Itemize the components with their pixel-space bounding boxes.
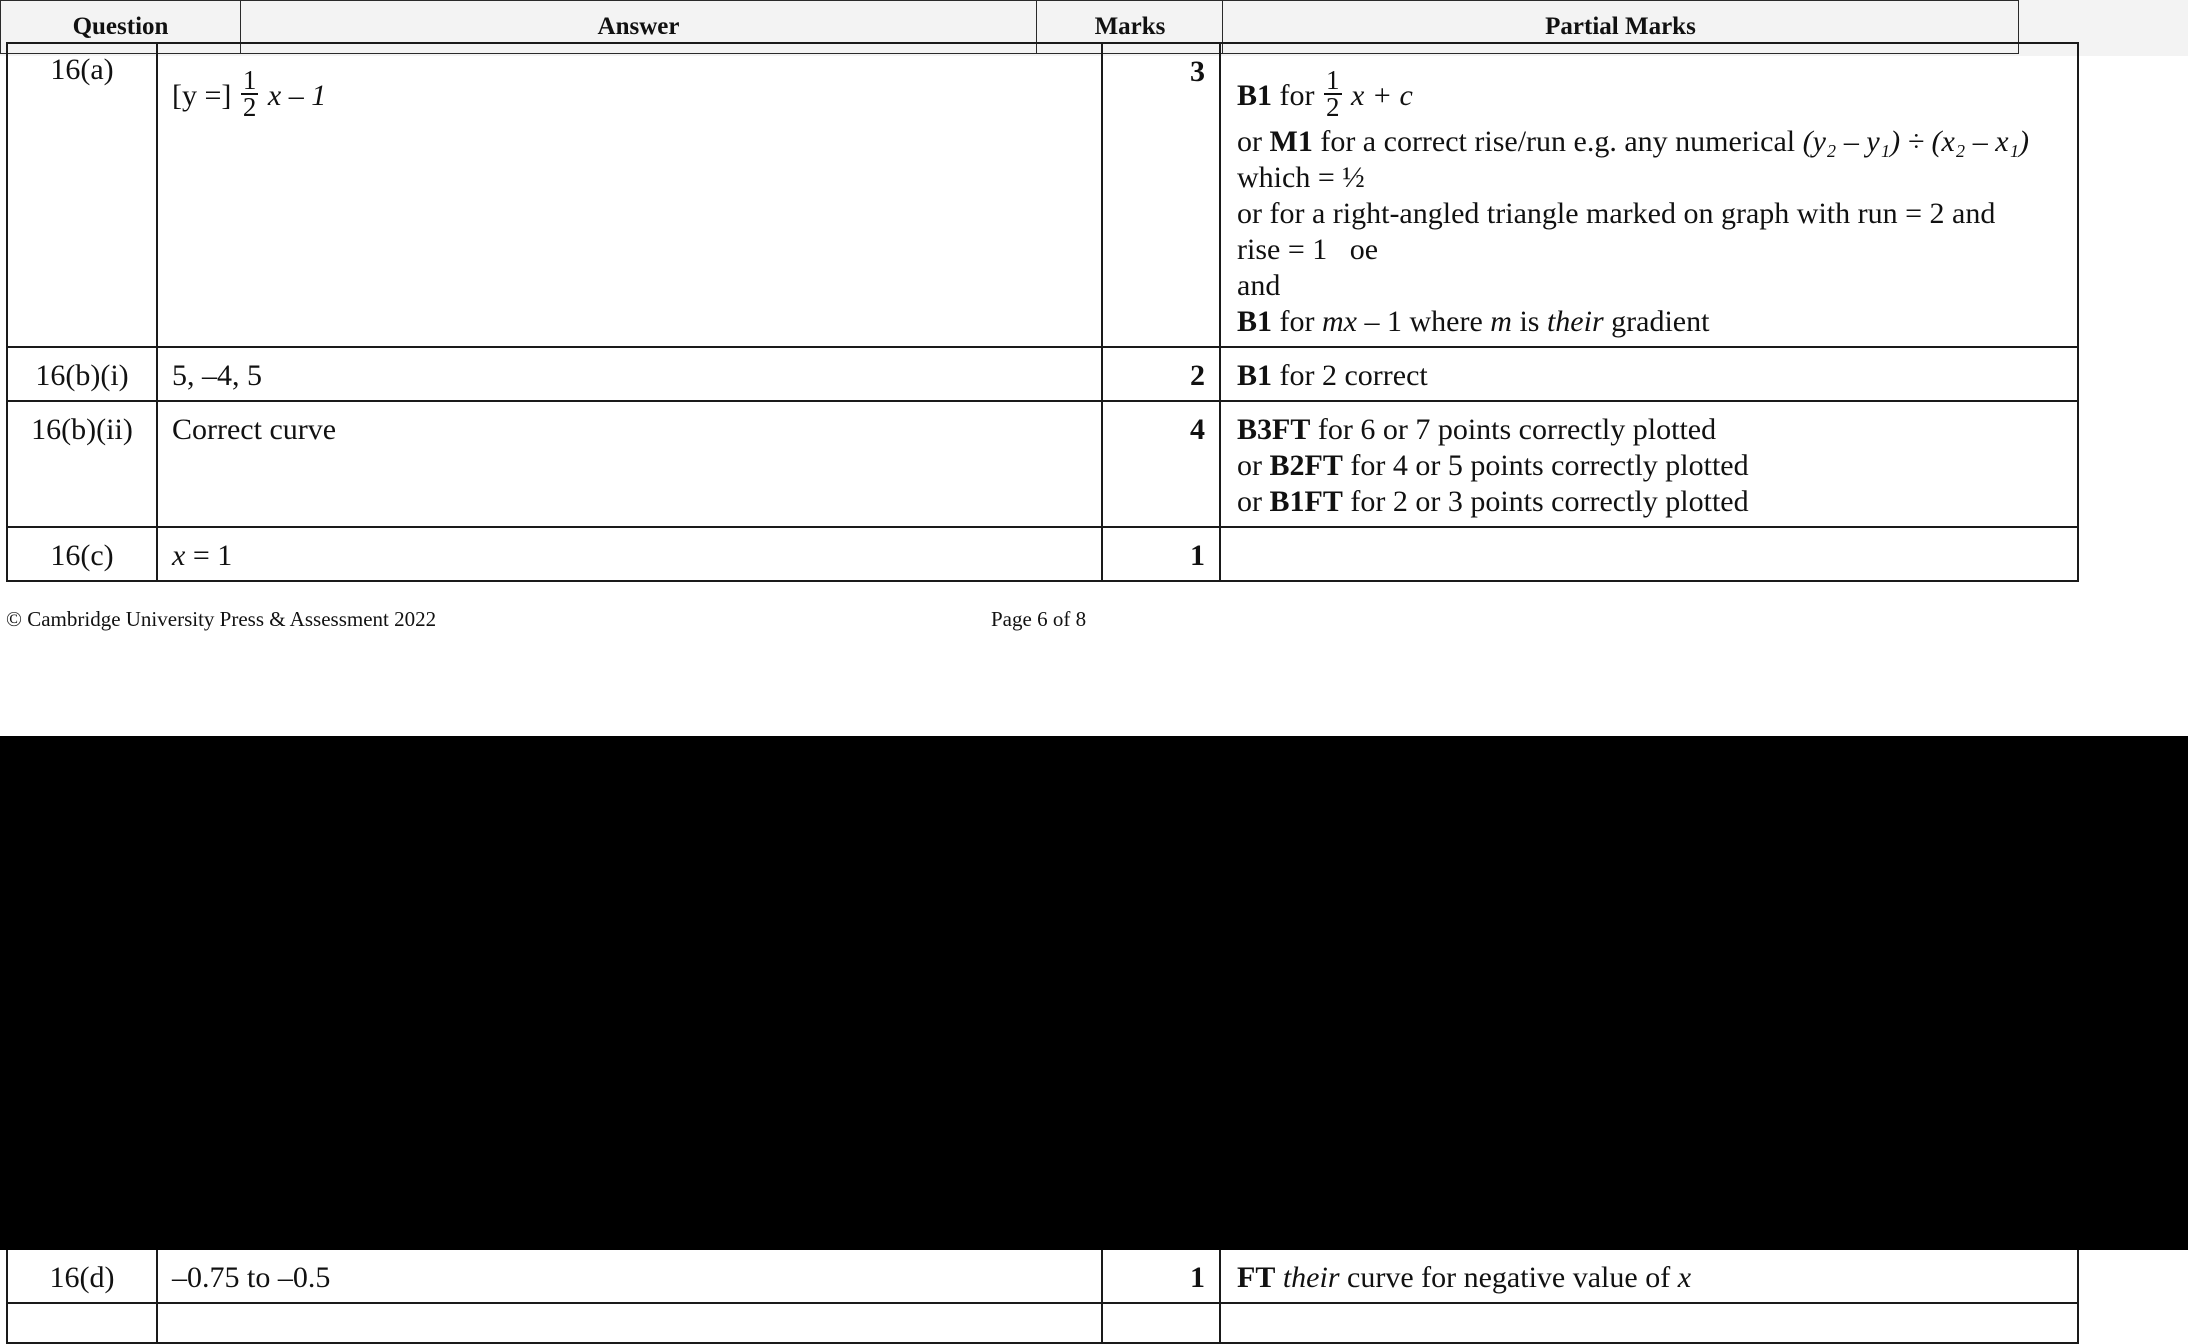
redacted-region bbox=[0, 736, 2188, 1250]
partial-text: for bbox=[1279, 78, 1315, 112]
partial-line: or for a right-angled triangle marked on graph with run = 2 and bbox=[1237, 197, 1996, 230]
partial-marks-cell bbox=[1220, 527, 2078, 581]
answer-prefix: [y =] bbox=[172, 78, 232, 112]
partial-text: for a correct rise/run e.g. any numerical bbox=[1320, 125, 1796, 158]
answer-cell: Correct curve bbox=[157, 401, 1102, 527]
partial-text: curve for negative value of bbox=[1347, 1261, 1671, 1294]
fraction-denominator: 2 bbox=[242, 92, 257, 122]
answer-variable: x bbox=[172, 539, 186, 572]
mark-code: B1 bbox=[1237, 78, 1273, 112]
partial-marks-cell bbox=[1220, 1249, 2078, 1303]
partial-line bbox=[1237, 65, 2063, 124]
partial-text: for 2 correct bbox=[1279, 359, 1428, 392]
answer-suffix: x – 1 bbox=[267, 78, 327, 112]
marks-cell: 1 bbox=[1102, 527, 1220, 581]
mark-code: B1FT bbox=[1269, 485, 1343, 518]
partial-expression: (y₂ – y₁) ÷ (x₂ – x₁) bbox=[1802, 125, 2030, 158]
answer-cell: –0.75 to –0.5 bbox=[157, 1249, 1102, 1303]
partial-text: or bbox=[1237, 485, 1262, 518]
page-number: Page 6 of 8 bbox=[991, 607, 1087, 631]
mark-code: M1 bbox=[1269, 125, 1313, 158]
partial-text: for 6 or 7 points correctly plotted bbox=[1317, 413, 1717, 446]
marks-cell bbox=[1102, 1303, 1220, 1343]
partial-line: and bbox=[1237, 269, 1281, 302]
question-cell: 16(b)(i) bbox=[7, 347, 157, 401]
question-cell: 16(c) bbox=[7, 527, 157, 581]
partial-line bbox=[1237, 124, 2063, 160]
fraction-denominator: 2 bbox=[1326, 92, 1340, 122]
table-row bbox=[7, 43, 2078, 347]
answer-text: = 1 bbox=[192, 539, 233, 572]
partial-text: their bbox=[1546, 305, 1604, 338]
partial-text: gradient bbox=[1611, 305, 1710, 338]
table-row bbox=[7, 401, 2078, 527]
marks-cell: 3 bbox=[1102, 43, 1220, 347]
partial-text: for 4 or 5 points correctly plotted bbox=[1350, 449, 1749, 482]
table-row bbox=[7, 1303, 2078, 1343]
column-header-marks: Marks bbox=[1036, 0, 1224, 54]
partial-text: their bbox=[1282, 1261, 1340, 1294]
partial-marks-cell bbox=[1220, 1303, 2078, 1343]
partial-text: or bbox=[1237, 449, 1262, 482]
partial-text: – 1 where bbox=[1364, 305, 1483, 338]
question-cell bbox=[7, 1303, 157, 1343]
mark-code: B3FT bbox=[1237, 413, 1311, 446]
mark-code: B1 bbox=[1237, 305, 1273, 338]
partial-text: for bbox=[1279, 305, 1315, 338]
fraction bbox=[241, 65, 259, 122]
mark-code: B2FT bbox=[1269, 449, 1343, 482]
column-header-answer: Answer bbox=[240, 0, 1037, 54]
partial-line bbox=[1237, 304, 2063, 340]
mark-scheme-table bbox=[6, 42, 2079, 582]
column-header-partial-marks: Partial Marks bbox=[1222, 0, 2019, 54]
partial-text: for 2 or 3 points correctly plotted bbox=[1350, 485, 1749, 518]
partial-text: or bbox=[1237, 125, 1262, 158]
partial-expression: m bbox=[1490, 305, 1512, 338]
fraction-numerator: 1 bbox=[1326, 65, 1340, 95]
fraction bbox=[1324, 65, 1342, 122]
fraction-numerator: 1 bbox=[242, 65, 257, 95]
answer-cell: 5, –4, 5 bbox=[157, 347, 1102, 401]
partial-marks-cell bbox=[1220, 347, 2078, 401]
marks-cell: 2 bbox=[1102, 347, 1220, 401]
answer-cell bbox=[157, 43, 1102, 347]
mark-code: FT bbox=[1237, 1261, 1276, 1294]
mark-code: B1 bbox=[1237, 359, 1273, 392]
partial-line: which = ½ bbox=[1237, 161, 1365, 194]
partial-expression: x + c bbox=[1351, 78, 1413, 112]
partial-line bbox=[1237, 412, 2063, 448]
table-row bbox=[7, 527, 2078, 581]
partial-line bbox=[1237, 448, 2063, 484]
marks-cell: 4 bbox=[1102, 401, 1220, 527]
question-cell: 16(a) bbox=[7, 43, 157, 347]
answer-cell bbox=[157, 527, 1102, 581]
copyright-notice: © Cambridge University Press & Assessment 2022 bbox=[6, 607, 437, 631]
partial-expression: mx bbox=[1322, 305, 1357, 338]
table-row bbox=[7, 347, 2078, 401]
question-cell: 16(b)(ii) bbox=[7, 401, 157, 527]
partial-line: rise = 1 oe bbox=[1237, 233, 1379, 266]
column-header-question: Question bbox=[0, 0, 241, 54]
question-cell: 16(d) bbox=[7, 1249, 157, 1303]
partial-expression: x bbox=[1677, 1261, 1692, 1294]
table-row bbox=[7, 1249, 2078, 1303]
mark-scheme-table-continued bbox=[6, 1248, 2079, 1344]
partial-line bbox=[1237, 484, 2063, 520]
answer-cell bbox=[157, 1303, 1102, 1343]
partial-text: is bbox=[1519, 305, 1540, 338]
marks-cell: 1 bbox=[1102, 1249, 1220, 1303]
partial-marks-cell bbox=[1220, 401, 2078, 527]
partial-marks-cell bbox=[1220, 43, 2078, 347]
